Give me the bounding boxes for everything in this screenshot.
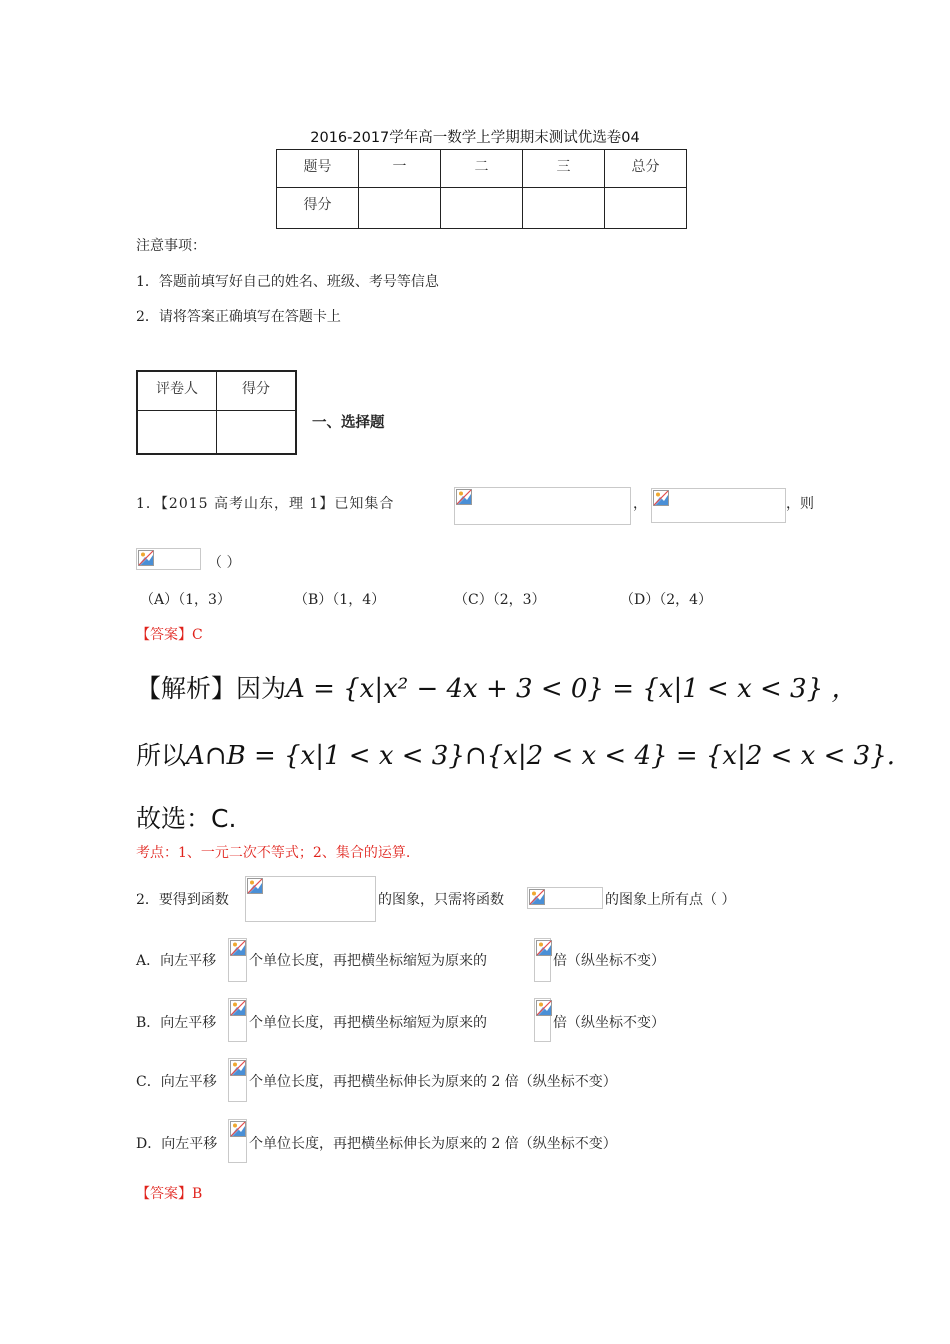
score-header-cell: 一 — [359, 150, 441, 188]
formula-image — [534, 938, 551, 982]
analysis-formula: A∩B = {x|1 < x < 3}∩{x|2 < x < 4} = {x|2 < x < 3}. — [186, 741, 896, 771]
q2-option-d-mid: 个单位长度，再把横坐标伸长为原来的 2 倍（纵坐标不变） — [249, 1136, 617, 1152]
score-row-label: 得分 — [277, 188, 359, 229]
note-item: 1．答题前填写好自己的姓名、班级、考号等信息 — [136, 274, 439, 290]
q1-paren: （ ） — [208, 555, 241, 571]
broken-image-icon — [138, 550, 154, 566]
formula-image — [228, 1119, 247, 1163]
q1-option-a: （A）（1，3） — [140, 592, 231, 608]
score-header-cell: 三 — [523, 150, 605, 188]
q1-then: ，则 — [786, 496, 814, 512]
note-item: 2．请将答案正确填写在答题卡上 — [136, 309, 341, 325]
grader-cell — [217, 410, 297, 454]
q2-prefix: 2．要得到函数 — [136, 892, 229, 908]
q2-option-c-text: C．向左平移 — [136, 1074, 217, 1090]
analysis-text: 所以 — [136, 741, 187, 770]
formula-image — [454, 487, 631, 525]
broken-image-icon — [230, 940, 246, 956]
q2-option-a-mid: 个单位长度，再把横坐标缩短为原来的 — [249, 953, 487, 969]
broken-image-icon — [230, 1121, 246, 1137]
broken-image-icon — [247, 878, 263, 894]
score-header-cell: 题号 — [277, 150, 359, 188]
formula-image — [527, 887, 603, 909]
answer-value: B — [192, 1186, 203, 1202]
broken-image-icon — [456, 489, 472, 505]
q1-prefix: 1．【2015 高考山东，理 1】已知集合 — [136, 496, 395, 512]
analysis-label: 【解析】 — [136, 674, 237, 703]
grader-score-label: 得分 — [217, 371, 297, 410]
score-cell — [523, 188, 605, 229]
broken-image-icon — [536, 1000, 552, 1016]
q2-answer — [136, 1183, 202, 1203]
q1-kaodian: 考点：1、一元二次不等式；2、集合的运算. — [136, 845, 411, 861]
q1-comma: ， — [633, 496, 647, 512]
score-cell — [441, 188, 523, 229]
grader-reviewer-label: 评卷人 — [137, 371, 217, 410]
analysis-formula: A = {x|x² − 4x + 3 < 0} = {x|1 < x < 3} ， — [286, 674, 858, 704]
q1-answer — [136, 624, 203, 644]
analysis-line-1 — [136, 668, 857, 705]
q2-option-b-text: B．向左平移 — [136, 1015, 217, 1031]
broken-image-icon — [536, 940, 552, 956]
grader-table — [136, 370, 297, 455]
q2-option-d-text: D．向左平移 — [136, 1136, 218, 1152]
grader-cell — [137, 410, 217, 454]
q2-option-a-text: A．向左平移 — [136, 953, 217, 969]
broken-image-icon — [653, 490, 669, 506]
formula-image — [228, 1058, 247, 1102]
analysis-line-3: 故选：C. — [136, 804, 237, 833]
analysis-line-2 — [136, 736, 895, 772]
q2-mid: 的图象，只需将函数 — [378, 892, 504, 908]
formula-image — [228, 998, 247, 1042]
answer-value: C — [192, 627, 203, 643]
score-table — [276, 149, 687, 229]
analysis-text: 因为 — [236, 674, 287, 703]
answer-label: 【答案】 — [136, 1186, 192, 1202]
broken-image-icon — [230, 1060, 246, 1076]
q2-option-a-end: 倍（纵坐标不变） — [553, 953, 665, 969]
q2-option-b-end: 倍（纵坐标不变） — [553, 1015, 665, 1031]
score-header-cell: 二 — [441, 150, 523, 188]
broken-image-icon — [529, 889, 545, 905]
answer-label: 【答案】 — [136, 627, 192, 643]
q1-option-b: （B）（1，4） — [294, 592, 386, 608]
q2-option-b-mid: 个单位长度，再把横坐标缩短为原来的 — [249, 1015, 487, 1031]
section-heading: 一、选择题 — [312, 415, 385, 431]
formula-image — [534, 998, 551, 1042]
q1-option-c: （C）（2，3） — [454, 592, 546, 608]
page-title: 2016-2017学年高一数学上学期期末测试优选卷04 — [310, 130, 640, 146]
formula-image — [228, 938, 247, 982]
q2-option-c-mid: 个单位长度，再把横坐标伸长为原来的 2 倍（纵坐标不变） — [249, 1074, 617, 1090]
broken-image-icon — [230, 1000, 246, 1016]
score-cell — [605, 188, 687, 229]
score-cell — [359, 188, 441, 229]
q2-suffix: 的图象上所有点（ ） — [605, 892, 736, 908]
score-header-cell: 总分 — [605, 150, 687, 188]
q1-option-d: （D）（2，4） — [620, 592, 713, 608]
formula-image — [245, 876, 376, 922]
formula-image — [651, 488, 786, 523]
notes-heading: 注意事项： — [136, 238, 206, 254]
formula-image — [136, 548, 201, 570]
